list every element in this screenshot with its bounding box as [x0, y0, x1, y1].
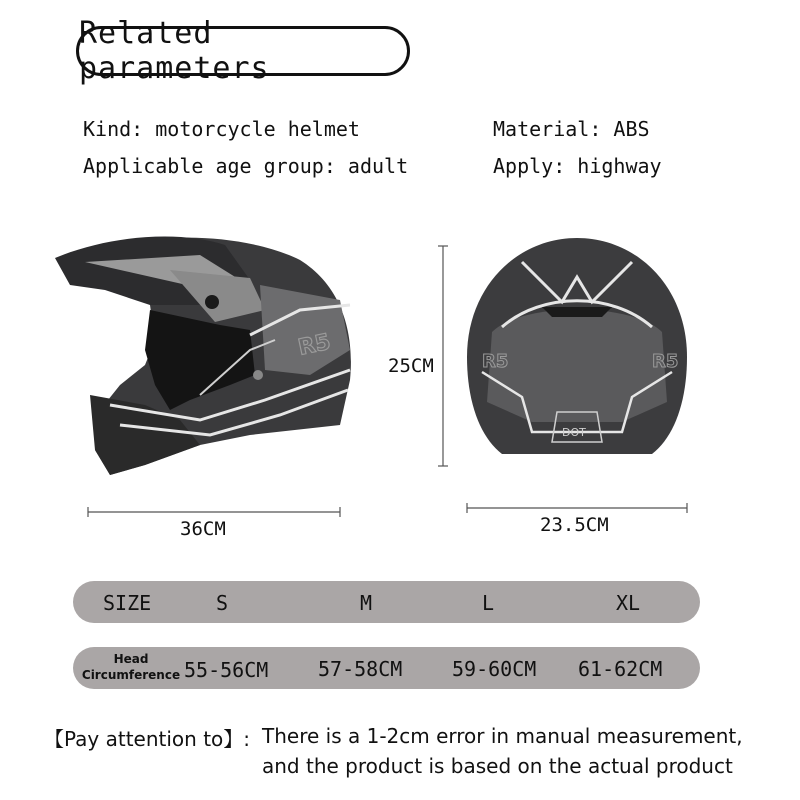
size-xl: XL [616, 591, 641, 615]
size-l: L [482, 591, 495, 615]
note-prefix: 【Pay attention to】: [44, 727, 251, 751]
front-width-label: 23.5CM [540, 514, 609, 536]
size-header: SIZE [103, 591, 152, 615]
helmet-front-logo-left: R5 [482, 351, 509, 372]
size-s: S [216, 591, 229, 615]
head-label-line1: Head [113, 652, 149, 666]
circumference-xl: 61-62CM [578, 657, 663, 681]
height-measure-line [436, 244, 450, 468]
param-kind: Kind: motorcycle helmet [83, 117, 360, 141]
page-title: Related parameters [76, 26, 410, 76]
circumference-m: 57-58CM [318, 657, 403, 681]
note-line-1: There is a 1-2cm error in manual measurement, [262, 724, 743, 748]
side-width-label: 36CM [180, 518, 226, 540]
helmet-side-logo: R5 [296, 329, 333, 361]
dot-badge: DOT [562, 426, 586, 439]
param-material: Material: ABS [493, 117, 650, 141]
param-age-group: Applicable age group: adult [83, 154, 409, 178]
helmet-side-view-image [50, 210, 370, 490]
helmet-front-logo-right: R5 [652, 351, 679, 372]
helmet-front-view-image [462, 232, 692, 464]
side-width-measure-line [86, 505, 342, 519]
note-line-2: and the product is based on the actual product [262, 754, 733, 778]
size-m: M [360, 591, 373, 615]
head-label-line2: Circumference [81, 668, 181, 682]
circumference-s: 55-56CM [184, 658, 269, 682]
front-width-measure-line [465, 501, 689, 515]
height-label: 25CM [388, 355, 434, 377]
circumference-l: 59-60CM [452, 657, 537, 681]
head-circumference-header [78, 651, 184, 683]
param-apply: Apply: highway [493, 154, 662, 178]
size-row [73, 581, 700, 623]
